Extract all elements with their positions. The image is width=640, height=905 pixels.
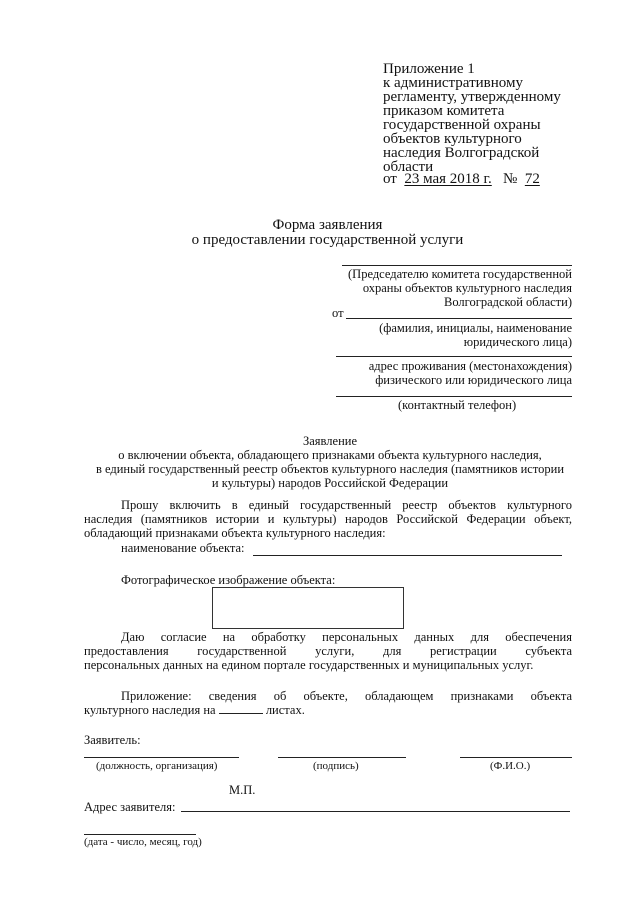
attachment-line-1: Приложение: сведения об объекте, обладающем признаками объекта <box>121 689 572 703</box>
statement-line-3: и культуры) народов Российской Федерации <box>211 476 449 490</box>
applicant-address-caption-2: физического или юридического лица <box>375 373 572 387</box>
applicant-phone-caption: (контактный телефон) <box>398 398 517 412</box>
appendix-from-label: от <box>383 171 397 187</box>
applicant-address-label: Адрес заявителя: <box>84 800 176 814</box>
applicant-label: Заявитель: <box>84 733 141 747</box>
appendix-number-sign: № <box>503 171 518 187</box>
appendix-line-1: Приложение 1 <box>383 61 475 77</box>
form-title-line-2: о предоставлении государственной услуги <box>191 232 464 248</box>
signature-line[interactable] <box>278 757 406 758</box>
appendix-line-2: к административному <box>383 75 523 91</box>
appendix-date: 23 мая 2018 г. <box>404 171 492 187</box>
appendix-date-row <box>383 172 540 187</box>
consent-line-2: предоставления государственной услуги, для регистрации субъекта <box>84 644 572 658</box>
applicant-address-caption-1: адрес проживания (местонахождения) <box>368 359 572 373</box>
addressee-from-label: от <box>332 306 344 320</box>
request-line-1: Прошу включить в единый государственный реестр объектов культурного <box>121 498 572 512</box>
attachment-suffix: листах. <box>265 703 305 717</box>
applicant-name-line <box>346 318 572 319</box>
photo-label: Фотографическое изображение объекта: <box>121 573 336 587</box>
appendix-line-4: приказом комитета <box>383 103 505 119</box>
object-name-line[interactable] <box>253 555 562 556</box>
addressee-line <box>342 265 572 266</box>
position-line[interactable] <box>84 757 239 758</box>
statement-line-1: о включении объекта, обладающего признаками объекта культурного наследия, <box>118 448 542 462</box>
request-line-2: наследия (памятников истории и культуры) народов Российской Федерации объект, <box>84 512 572 526</box>
sign-caption: (подпись) <box>313 760 359 772</box>
addressee-to-1: (Председателю комитета государственной <box>348 267 572 281</box>
fio-line[interactable] <box>460 757 572 758</box>
form-title-line-1: Форма заявления <box>272 217 383 233</box>
addressee-to-2: охраны объектов культурного наследия <box>362 281 572 295</box>
applicant-address-field[interactable] <box>181 811 570 812</box>
date-caption: (дата - число, месяц, год) <box>84 836 202 848</box>
date-line[interactable] <box>84 834 196 835</box>
object-photo-box[interactable] <box>212 587 404 629</box>
consent-line-3: персональных данных на едином портале государственных и муниципальных услуг. <box>84 658 534 672</box>
appendix-line-6: объектов культурного <box>383 131 522 147</box>
attachment-prefix: культурного наследия на <box>84 703 216 717</box>
statement-heading: Заявление <box>302 434 357 448</box>
object-name-label: наименование объекта: <box>121 541 245 555</box>
appendix-line-7: наследия Волгоградской <box>383 145 540 161</box>
appendix-line-3: регламенту, утвержденному <box>383 89 561 105</box>
applicant-phone-line <box>336 396 572 397</box>
position-caption: (должность, организация) <box>96 760 218 772</box>
appendix-line-8: области <box>383 159 434 175</box>
seal-label: М.П. <box>229 783 256 797</box>
fio-caption: (Ф.И.О.) <box>490 760 531 772</box>
attachment-line-2 <box>84 703 305 717</box>
attachment-sheets-field[interactable] <box>219 703 263 714</box>
appendix-number: 72 <box>524 171 540 187</box>
consent-line-1: Даю согласие на обработку персональных данных для обеспечения <box>121 630 572 644</box>
addressee-to-3: Волгоградской области) <box>443 295 572 309</box>
request-line-3: обладающий признаками объекта культурного наследия: <box>84 526 386 540</box>
statement-line-2: в единый государственный реестр объектов культурного наследия (памятников истории <box>95 462 565 476</box>
applicant-name-caption-1: (фамилия, инициалы, наименование <box>379 321 572 335</box>
applicant-name-caption-2: юридического лица) <box>463 335 572 349</box>
appendix-line-5: государственной охраны <box>383 117 541 133</box>
applicant-address-line <box>336 356 572 357</box>
